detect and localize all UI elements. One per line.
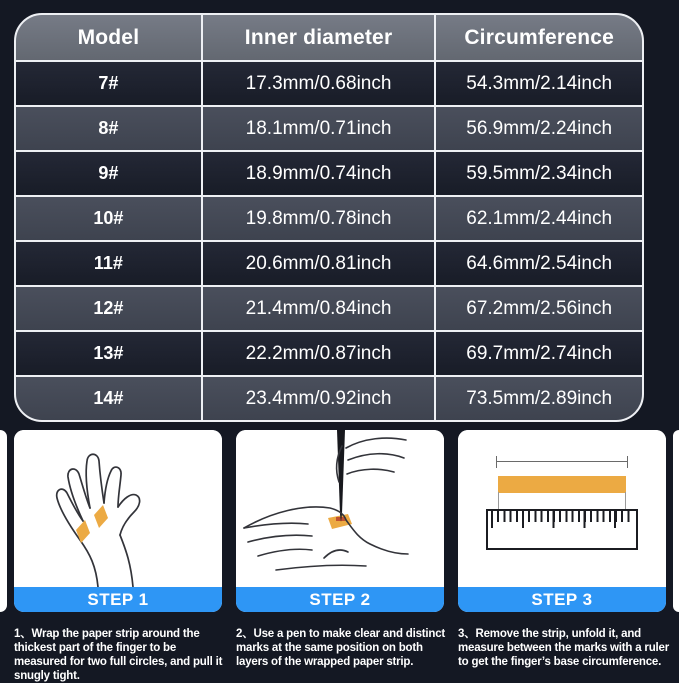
paper-strip bbox=[498, 476, 626, 493]
paper-strip-mark bbox=[76, 520, 90, 543]
adjacent-card-edge-right bbox=[673, 430, 679, 612]
table-cell-inner-diameter: 23.4mm/0.92inch bbox=[203, 377, 435, 420]
step-1-label: STEP 1 bbox=[14, 587, 222, 612]
table-cell-model: 9# bbox=[16, 152, 201, 195]
step-3-card bbox=[458, 430, 666, 612]
table-cell-circumference: 54.3mm/2.14inch bbox=[436, 62, 642, 105]
table-cell-circumference: 73.5mm/2.89inch bbox=[436, 377, 642, 420]
ruler-measuring-strip-icon bbox=[458, 430, 666, 587]
table-cell-inner-diameter: 20.6mm/0.81inch bbox=[203, 242, 435, 285]
table-cell-circumference: 62.1mm/2.44inch bbox=[436, 197, 642, 240]
adjacent-card-edge-left bbox=[0, 430, 7, 612]
table-cell-model: 14# bbox=[16, 377, 201, 420]
table-cell-circumference: 69.7mm/2.74inch bbox=[436, 332, 642, 375]
step-3-instruction: 3、Remove the strip, unfold it, and measure between the marks with a ruler to get the finger’s base circumference. bbox=[458, 628, 669, 669]
step-2-label: STEP 2 bbox=[236, 587, 444, 612]
ring-size-table bbox=[14, 13, 644, 422]
table-cell-model: 12# bbox=[16, 287, 201, 330]
table-cell-model: 13# bbox=[16, 332, 201, 375]
ruler-major-ticks bbox=[491, 511, 633, 528]
step-1-instruction: 1、Wrap the paper strip around the thickest part of the finger to be measured for two full circles, and pull it snugly tight. bbox=[14, 628, 223, 683]
table-cell-model: 10# bbox=[16, 197, 201, 240]
pen-marking-strip-icon bbox=[236, 430, 444, 587]
table-cell-inner-diameter: 22.2mm/0.87inch bbox=[203, 332, 435, 375]
table-cell-circumference: 56.9mm/2.24inch bbox=[436, 107, 642, 150]
table-cell-model: 11# bbox=[16, 242, 201, 285]
paper-strip-edges bbox=[498, 492, 626, 509]
step-2-instruction: 2、Use a pen to make clear and distinct marks at the same position on both layers of the wrapped paper strip. bbox=[236, 628, 446, 669]
table-cell-inner-diameter: 19.8mm/0.78inch bbox=[203, 197, 435, 240]
measurement-line bbox=[496, 456, 628, 468]
step-1-card bbox=[14, 430, 222, 612]
ruler-icon bbox=[486, 509, 638, 550]
table-cell-circumference: 67.2mm/2.56inch bbox=[436, 287, 642, 330]
step-3-label: STEP 3 bbox=[458, 587, 666, 612]
column-header-circumference: Circumference bbox=[436, 15, 642, 60]
table-cell-circumference: 64.6mm/2.54inch bbox=[436, 242, 642, 285]
paper-strip-mark bbox=[94, 505, 108, 528]
table-cell-model: 7# bbox=[16, 62, 201, 105]
column-header-inner-diameter: Inner diameter bbox=[203, 15, 435, 60]
step-2-card bbox=[236, 430, 444, 612]
column-header-model: Model bbox=[16, 15, 201, 60]
table-cell-inner-diameter: 18.9mm/0.74inch bbox=[203, 152, 435, 195]
table-cell-circumference: 59.5mm/2.34inch bbox=[436, 152, 642, 195]
hand-with-paper-strip-icon bbox=[14, 430, 222, 587]
table-cell-inner-diameter: 17.3mm/0.68inch bbox=[203, 62, 435, 105]
table-cell-inner-diameter: 18.1mm/0.71inch bbox=[203, 107, 435, 150]
pen-icon bbox=[337, 430, 345, 514]
table-cell-model: 8# bbox=[16, 107, 201, 150]
table-cell-inner-diameter: 21.4mm/0.84inch bbox=[203, 287, 435, 330]
